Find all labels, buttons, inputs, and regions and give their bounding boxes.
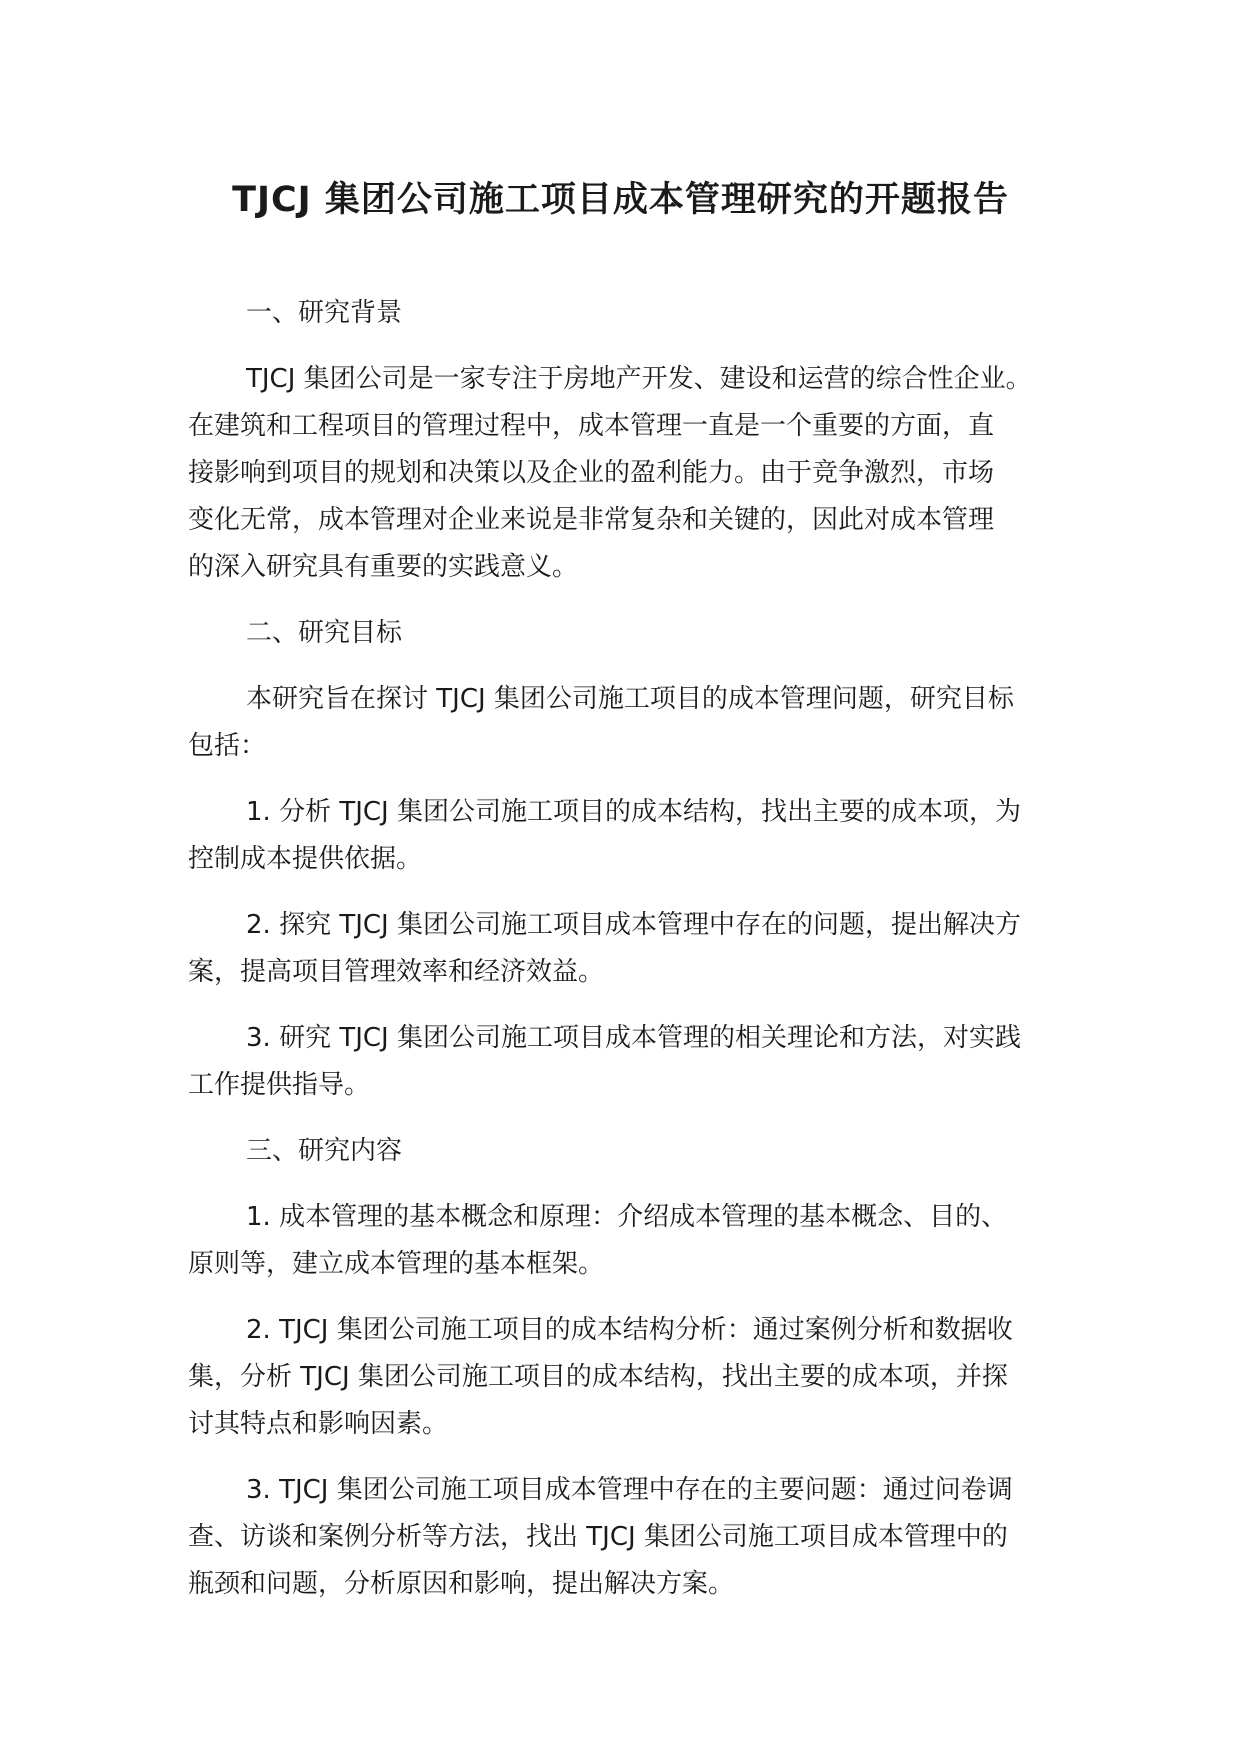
- paragraph-line: 讨其特点和影响因素。: [188, 1409, 449, 1439]
- paragraph-line: 1. 成本管理的基本概念和原理：介绍成本管理的基本概念、目的、: [246, 1202, 1008, 1232]
- paragraph-line: 原则等，建立成本管理的基本框架。: [188, 1249, 605, 1279]
- content-item-1: [188, 1194, 1068, 1288]
- document-body: [188, 290, 1068, 1627]
- objectives-intro-paragraph: [188, 676, 1068, 770]
- paragraph-line: TJCJ 集团公司是一家专注于房地产开发、建设和运营的综合性企业。: [246, 364, 1032, 394]
- objective-item-1: [188, 789, 1068, 883]
- paragraph-line: 的深入研究具有重要的实践意义。: [188, 552, 579, 582]
- paragraph-line: 包括：: [188, 731, 267, 761]
- paragraph-line: 3. TJCJ 集团公司施工项目成本管理中存在的主要问题：通过问卷调: [246, 1475, 1013, 1505]
- section-heading-content: 三、研究内容: [246, 1136, 403, 1166]
- paragraph-line: 在建筑和工程项目的管理过程中，成本管理一直是一个重要的方面，直: [188, 411, 995, 441]
- content-item-3: [188, 1467, 1068, 1608]
- paragraph-line: 2. 探究 TJCJ 集团公司施工项目成本管理中存在的问题，提出解决方: [246, 910, 1021, 940]
- content-item-2: [188, 1307, 1068, 1448]
- background-paragraph: [188, 356, 1068, 591]
- paragraph-line: 瓶颈和问题，分析原因和影响，提出解决方案。: [188, 1569, 735, 1599]
- paragraph-line: 本研究旨在探讨 TJCJ 集团公司施工项目的成本管理问题，研究目标: [246, 684, 1014, 714]
- objective-item-2: [188, 902, 1068, 996]
- paragraph-line: 变化无常，成本管理对企业来说是非常复杂和关键的，因此对成本管理: [188, 505, 995, 535]
- paragraph-line: 案，提高项目管理效率和经济效益。: [188, 957, 605, 987]
- objective-item-3: [188, 1015, 1068, 1109]
- document-title: TJCJ 集团公司施工项目成本管理研究的开题报告: [232, 180, 1009, 220]
- paragraph-line: 接影响到项目的规划和决策以及企业的盈利能力。由于竞争激烈，市场: [188, 458, 995, 488]
- section-heading-objectives: 二、研究目标: [246, 618, 403, 648]
- paragraph-line: 3. 研究 TJCJ 集团公司施工项目成本管理的相关理论和方法，对实践: [246, 1023, 1021, 1053]
- paragraph-line: 1. 分析 TJCJ 集团公司施工项目的成本结构，找出主要的成本项，为: [246, 797, 1021, 827]
- paragraph-line: 2. TJCJ 集团公司施工项目的成本结构分析：通过案例分析和数据收: [246, 1315, 1013, 1345]
- paragraph-line: 控制成本提供依据。: [188, 844, 423, 874]
- paragraph-line: 工作提供指导。: [188, 1070, 371, 1100]
- paragraph-line: 查、访谈和案例分析等方法，找出 TJCJ 集团公司施工项目成本管理中的: [188, 1522, 1008, 1552]
- paragraph-line: 集，分析 TJCJ 集团公司施工项目的成本结构，找出主要的成本项，并探: [188, 1362, 1008, 1392]
- section-heading-background: 一、研究背景: [246, 298, 403, 328]
